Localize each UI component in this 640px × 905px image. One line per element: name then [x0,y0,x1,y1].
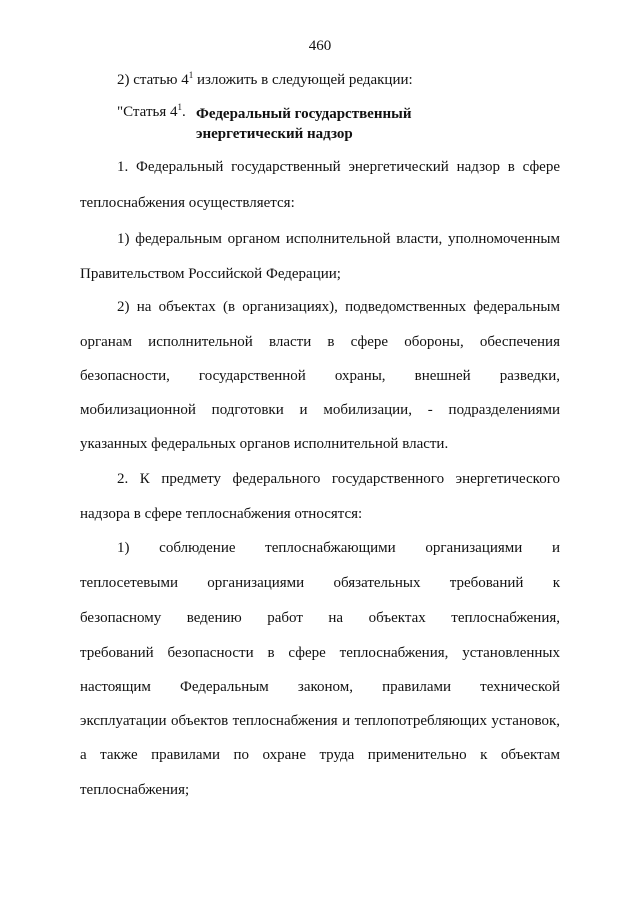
article-title-line2: энергетический надзор [196,126,353,142]
intro-text-after: изложить в следующей редакции: [193,72,413,88]
paragraph-3-line-2: органам исполнительной власти в сфере обороны, обеспечения [80,334,560,350]
paragraph-5-line-7: а также правилами по охране труда применительно к объектам [80,747,560,763]
paragraph-5-line-1: 1) соблюдение теплоснабжающими организациями и [117,540,560,556]
paragraph-1-line-1: 1. Федеральный государственный энергетический надзор в сфере [117,159,560,175]
paragraph-3-line-1: 2) на объектах (в организациях), подведомственных федеральным [117,299,560,315]
intro-line [117,71,413,89]
paragraph-5-line-6: эксплуатации объектов теплоснабжения и теплопотребляющих установок, [80,713,560,729]
article-prefix-dot: . [181,104,186,120]
paragraph-5-line-4: требований безопасности в сфере теплоснабжения, установленных [80,645,560,661]
paragraph-3-line-4: мобилизационной подготовки и мобилизации, - подразделениями [80,402,560,418]
intro-text-before: 2) статью 4 [117,72,189,88]
paragraph-5-line-8: теплоснабжения; [80,782,190,798]
paragraph-5-line-2: теплосетевыми организациями обязательных требований к [80,575,560,591]
paragraph-4-line-2: надзора в сфере теплоснабжения относятся: [80,506,363,522]
article-title [196,104,411,144]
article-prefix [117,104,186,121]
page-number: 460 [308,38,332,54]
paragraph-5-line-5: настоящим Федеральным законом, правилами технической [80,679,560,695]
paragraph-1-line-2: теплоснабжения осуществляется: [80,195,295,211]
paragraph-5-line-3: безопасному ведению работ на объектах теплоснабжения, [80,610,560,626]
paragraph-3-line-3: безопасности, государственной охраны, внешней разведки, [80,368,560,384]
article-prefix-text: "Статья 4 [117,104,178,120]
paragraph-2-line-1: 1) федеральным органом исполнительной власти, уполномоченным [117,231,560,247]
article-prefix-superscript: 1 [177,102,182,112]
article-title-line1: Федеральный государственный [196,106,412,122]
intro-superscript: 1 [188,70,194,80]
paragraph-3-line-5: указанных федеральных органов исполнительной власти. [80,436,449,452]
paragraph-4-line-1: 2. К предмету федерального государственного энергетического [117,471,560,487]
paragraph-2-line-2: Правительством Российской Федерации; [80,266,341,282]
